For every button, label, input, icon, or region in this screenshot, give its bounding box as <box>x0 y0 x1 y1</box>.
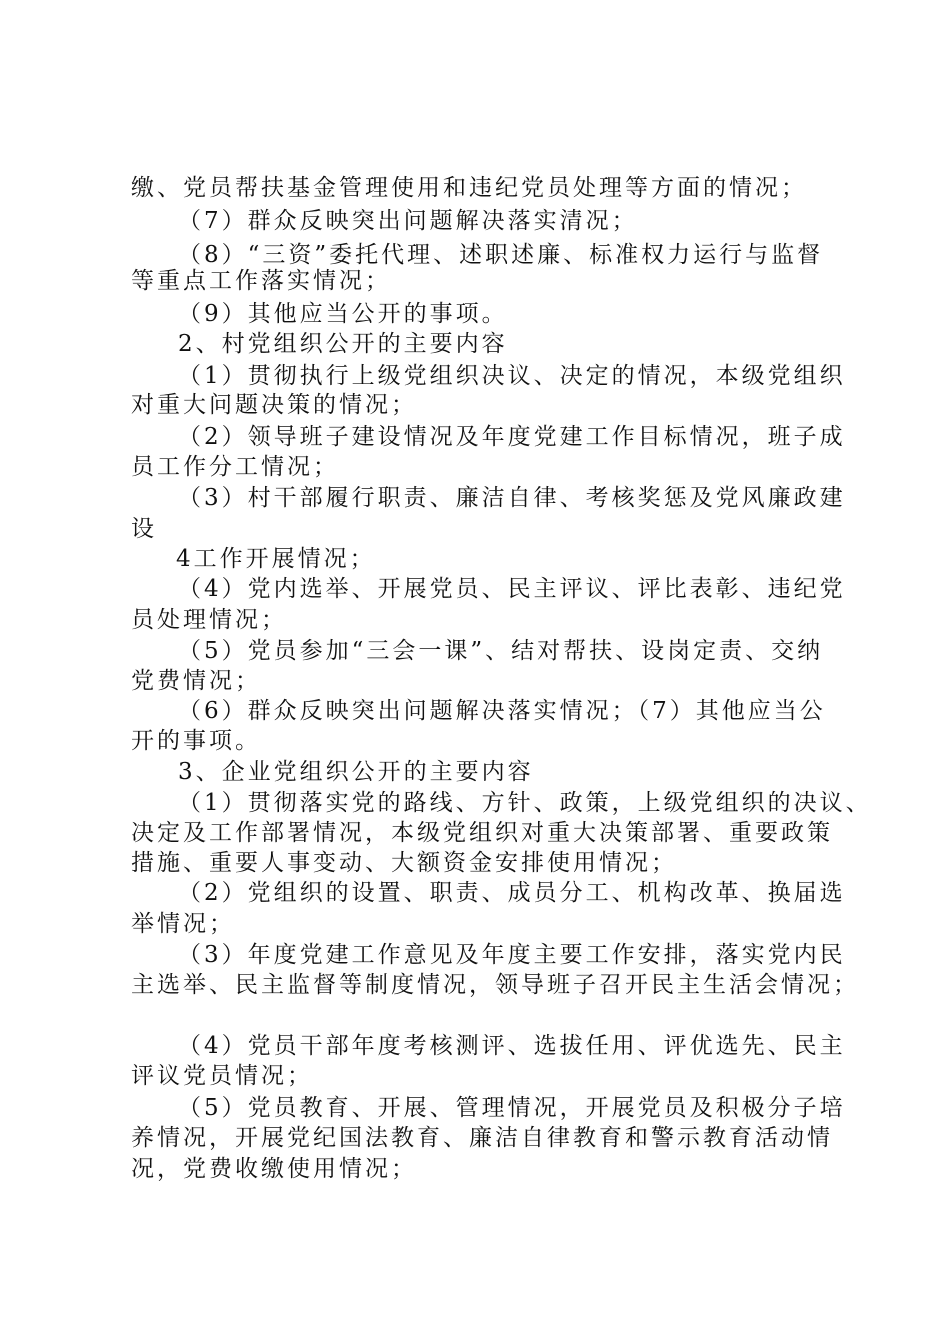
body-line: 对重大问题决策的情况； <box>131 392 417 418</box>
body-line: （8）“三资”委托代理、述职述廉、标准权力运行与监督 <box>178 242 824 268</box>
body-line: 员处理情况； <box>131 607 287 633</box>
body-line: 缴、党员帮扶基金管理使用和违纪党员处理等方面的情况； <box>131 175 807 201</box>
body-line: 等重点工作落实情况； <box>131 268 391 294</box>
body-line: 4工作开展情况； <box>176 546 376 572</box>
body-line: （3）村干部履行职责、廉洁自律、考核奖惩及党风廉政建 <box>178 485 846 511</box>
body-line: （2）领导班子建设情况及年度党建工作目标情况，班子成 <box>178 424 846 450</box>
section-heading: 2、村党组织公开的主要内容 <box>178 331 508 357</box>
body-line: 开的事项。 <box>131 728 261 754</box>
body-line: （3）年度党建工作意见及年度主要工作安排，落实党内民 <box>178 942 846 968</box>
body-line: （9）其他应当公开的事项。 <box>178 301 508 327</box>
body-line: （5）党员教育、开展、管理情况，开展党员及积极分子培 <box>178 1095 846 1121</box>
body-line: （1）贯彻落实党的路线、方针、政策，上级党组织的决议、 <box>178 790 872 816</box>
body-line: 设 <box>131 516 157 542</box>
body-line: （2）党组织的设置、职责、成员分工、机构改革、换届选 <box>178 880 846 906</box>
body-line: 主选举、民主监督等制度情况，领导班子召开民主生活会情况； <box>131 972 859 998</box>
body-line: 举情况； <box>131 911 235 937</box>
body-line: 况，党费收缴使用情况； <box>131 1156 417 1182</box>
body-line: 评议党员情况； <box>131 1063 313 1089</box>
body-line: （4）党员干部年度考核测评、选拔任用、评优选先、民主 <box>178 1033 846 1059</box>
body-line: 养情况，开展党纪国法教育、廉洁自律教育和警示教育活动情 <box>131 1125 833 1151</box>
body-line: （7）群众反映突出问题解决落实清况； <box>178 208 638 234</box>
body-line: 措施、重要人事变动、大额资金安排使用情况； <box>131 850 677 876</box>
section-heading: 3、企业党组织公开的主要内容 <box>178 759 534 785</box>
body-line: 决定及工作部署情况，本级党组织对重大决策部署、重要政策 <box>131 820 833 846</box>
body-line: （4）党内选举、开展党员、民主评议、评比表彰、违纪党 <box>178 576 846 602</box>
body-line: （1）贯彻执行上级党组织决议、决定的情况，本级党组织 <box>178 363 846 389</box>
body-line: （5）党员参加“三会一课”、结对帮扶、设岗定责、交纳 <box>178 638 824 664</box>
body-line: 员工作分工情况； <box>131 454 339 480</box>
body-line: 党费情况； <box>131 668 261 694</box>
body-line: （6）群众反映突出问题解决落实情况；（7）其他应当公 <box>178 698 826 724</box>
